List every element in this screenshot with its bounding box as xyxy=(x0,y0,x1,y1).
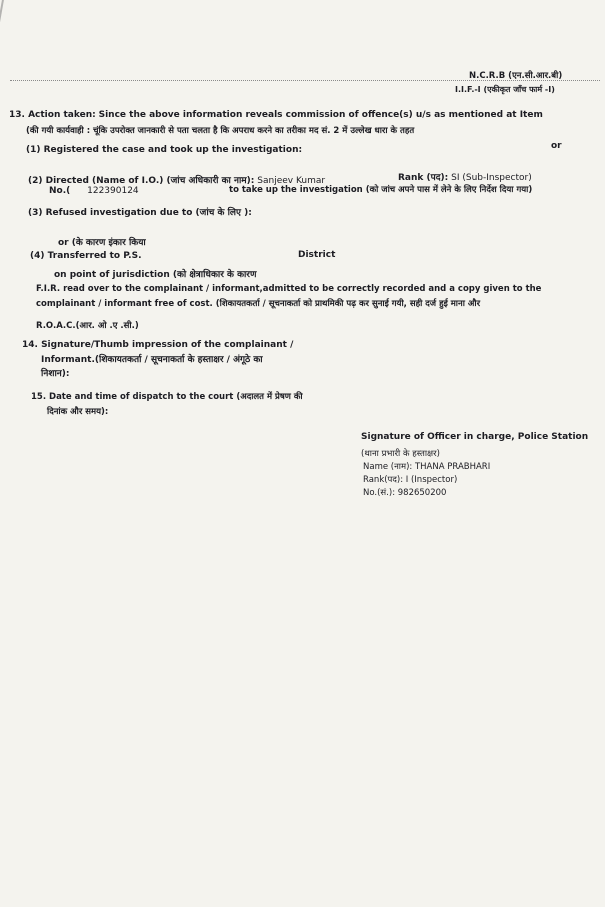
refused-hindi: or (के कारण इंकार किया xyxy=(58,238,146,248)
section-14-line-2: Informant.(शिकायतकर्ता / सूचनाकर्ता के हस्ताक्षर / अंगूठे का xyxy=(41,355,263,365)
no-label: No.( xyxy=(49,186,71,196)
officer-signature-title: Signature of Officer in charge, Police Station xyxy=(361,432,589,442)
item-1-registered: (1) Registered the case and took up the investigation: xyxy=(26,145,303,155)
header-divider xyxy=(10,80,600,81)
io-name: Sanjeev Kumar xyxy=(257,176,326,186)
fir-line-3: R.O.A.C.(आर. ओ .ए .सी.) xyxy=(36,321,139,331)
officer-signature-hindi: (थाना प्रभारी के हस्ताक्षर) xyxy=(361,449,440,459)
officer-number: No.(सं.): 982650200 xyxy=(363,488,447,498)
item-2-label: (2) Directed (Name of I.O.) (जांच अधिकारी का नाम): xyxy=(28,176,255,186)
jurisdiction-text: on point of jurisdiction (को क्षेत्राधिकार के कारण xyxy=(54,270,257,280)
section-13-text: Since the above information reveals commission of offence(s) u/s as mentioned at Item xyxy=(98,110,543,120)
section-13-heading: 13. Action taken: xyxy=(9,110,96,120)
section-15-line-1: 15. Date and time of dispatch to the court (अदालत में प्रेषण की xyxy=(31,392,303,402)
rank-value: SI (Sub-Inspector) xyxy=(451,173,532,183)
section-14-line-3: निशान): xyxy=(41,369,70,379)
item-3-refused: (3) Refused investigation due to (जांच के लिए ): xyxy=(28,208,252,218)
no-value: 122390124 xyxy=(87,186,139,196)
section-14-line-1: 14. Signature/Thumb impression of the complainant / xyxy=(22,340,294,350)
officer-rank: Rank(पद): I (Inspector) xyxy=(363,475,458,485)
district-label: District xyxy=(298,250,336,260)
rank-line xyxy=(398,170,532,183)
section-15-line-2: दिनांक और समय): xyxy=(47,407,109,417)
page-edge-mark xyxy=(0,0,10,22)
section-13-hindi: (की गयी कार्यवाही : चूंकि उपरोक्त जानकारी से पता चलता है कि अपराध करने का तरीका मद सं. 2 में उल्लेख धारा के तहत xyxy=(26,126,415,136)
section-13-heading-line xyxy=(9,110,543,120)
officer-name: Name (नाम): THANA PRABHARI xyxy=(363,462,491,472)
item-4-transferred: (4) Transferred to P.S. xyxy=(30,251,142,261)
no-line xyxy=(49,186,139,196)
take-up-text: to take up the investigation (को जांच अपने पास में लेने के लिए निर्देश दिया गया) xyxy=(229,185,533,195)
rank-label: Rank (पद): xyxy=(398,173,449,183)
iif-label: I.I.F.-I (एकीकृत जाँच फार्म -I) xyxy=(455,85,555,94)
or-label: or xyxy=(551,141,562,151)
fir-line-1: F.I.R. read over to the complainant / informant,admitted to be correctly recorded and a copy given to the xyxy=(36,284,542,294)
fir-line-2: complainant / informant free of cost. (शिकायतकर्ता / सूचनाकर्ता को प्राथमिकी पढ़ कर सुनाई गयी, सही दर्ज हुई माना और xyxy=(36,299,481,309)
ncrb-label: N.C.R.B (एन.सी.आर.बी) xyxy=(469,71,563,81)
